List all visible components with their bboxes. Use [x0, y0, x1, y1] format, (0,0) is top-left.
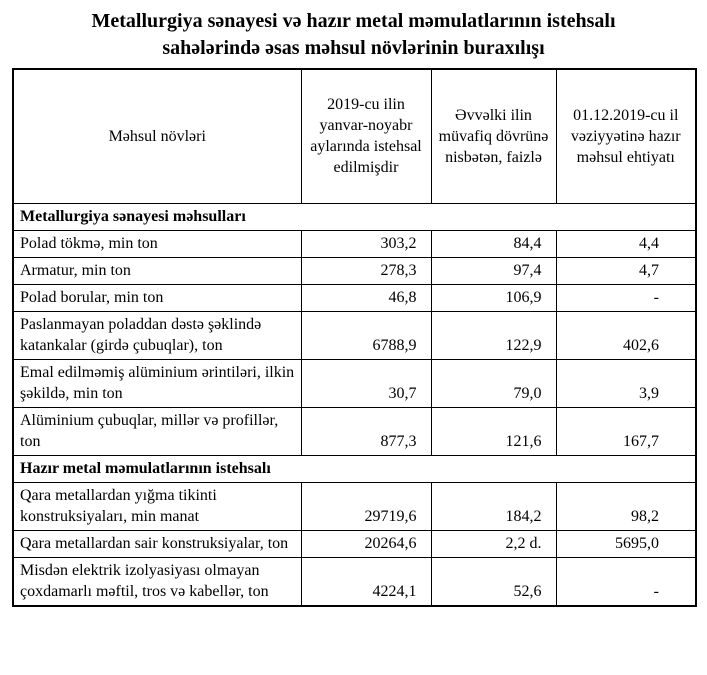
produced-value-cell: 29719,6 [301, 482, 431, 530]
table-row [13, 482, 696, 530]
percent-value-cell: 122,9 [431, 311, 556, 359]
produced-value-cell: 877,3 [301, 407, 431, 455]
stock-value-cell: - [556, 284, 696, 311]
product-name-cell: Paslanmayan poladdan dəstə şəklində katankalar (girdə çubuqlar), ton [13, 311, 301, 359]
percent-value-cell: 106,9 [431, 284, 556, 311]
table-row [13, 359, 696, 407]
page-title-line1: Metallurgiya sənayesi və hazır metal məmulatlarının istehsalı [91, 10, 616, 32]
table-row [13, 230, 696, 257]
column-header-percent-vs-previous-year: Əvvəlki ilin müvafiq dövrünə nisbətən, faizlə [431, 69, 556, 203]
produced-value-cell: 46,8 [301, 284, 431, 311]
table-header-row [13, 69, 696, 203]
percent-value-cell: 2,2 d. [431, 530, 556, 557]
stock-value-cell: 402,6 [556, 311, 696, 359]
percent-value-cell: 84,4 [431, 230, 556, 257]
products-table [12, 68, 697, 607]
product-name-cell: Polad borular, min ton [13, 284, 301, 311]
product-name-cell: Armatur, min ton [13, 257, 301, 284]
table-row [13, 311, 696, 359]
table-row [13, 284, 696, 311]
percent-value-cell: 52,6 [431, 557, 556, 606]
produced-value-cell: 278,3 [301, 257, 431, 284]
percent-value-cell: 184,2 [431, 482, 556, 530]
stock-value-cell: 167,7 [556, 407, 696, 455]
percent-value-cell: 97,4 [431, 257, 556, 284]
section-header-row [13, 203, 696, 230]
percent-value-cell: 121,6 [431, 407, 556, 455]
product-name-cell: Qara metallardan yığma tikinti konstruksiyaları, min manat [13, 482, 301, 530]
stock-value-cell: - [556, 557, 696, 606]
product-name-cell: Emal edilməmiş alüminium ərintiləri, ilkin şəkildə, min ton [13, 359, 301, 407]
produced-value-cell: 20264,6 [301, 530, 431, 557]
stock-value-cell: 98,2 [556, 482, 696, 530]
column-header-stock-on-01-12-2019: 01.12.2019-cu il vəziyyətinə hazır məhsul ehtiyatı [556, 69, 696, 203]
stock-value-cell: 5695,0 [556, 530, 696, 557]
section-title-metallurgy-products: Metallurgiya sənayesi məhsulları [13, 203, 696, 230]
table-row [13, 407, 696, 455]
page-title [14, 8, 693, 62]
table-row [13, 530, 696, 557]
stock-value-cell: 4,4 [556, 230, 696, 257]
section-header-row [13, 455, 696, 482]
report-page [0, 8, 707, 675]
produced-value-cell: 6788,9 [301, 311, 431, 359]
produced-value-cell: 30,7 [301, 359, 431, 407]
percent-value-cell: 79,0 [431, 359, 556, 407]
table-row [13, 557, 696, 606]
page-title-line2: sahələrində əsas məhsul növlərinin buraxılışı [162, 37, 545, 59]
produced-value-cell: 303,2 [301, 230, 431, 257]
product-name-cell: Qara metallardan sair konstruksiyalar, ton [13, 530, 301, 557]
column-header-produced-2019: 2019-cu ilin yanvar-noyabr aylarında istehsal edilmişdir [301, 69, 431, 203]
stock-value-cell: 3,9 [556, 359, 696, 407]
product-name-cell: Alüminium çubuqlar, millər və profillər, ton [13, 407, 301, 455]
produced-value-cell: 4224,1 [301, 557, 431, 606]
product-name-cell: Polad tökmə, min ton [13, 230, 301, 257]
product-name-cell: Misdən elektrik izolyasiyası olmayan çoxdamarlı məftil, tros və kabellər, ton [13, 557, 301, 606]
table-row [13, 257, 696, 284]
column-header-product-types: Məhsul növləri [13, 69, 301, 203]
section-title-finished-metal-products: Hazır metal məmulatlarının istehsalı [13, 455, 696, 482]
stock-value-cell: 4,7 [556, 257, 696, 284]
